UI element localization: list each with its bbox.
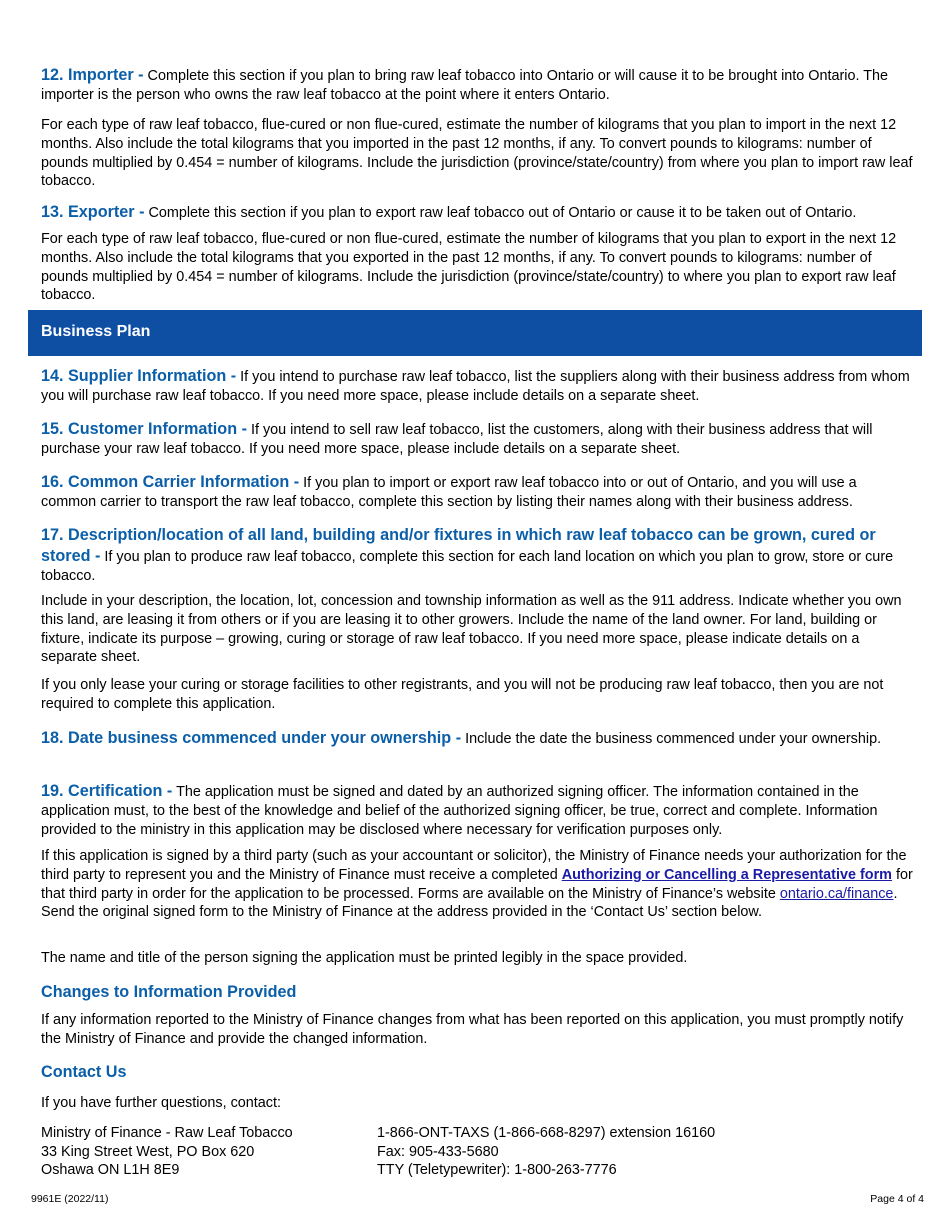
business-plan-banner (28, 310, 922, 356)
section-18-heading: 18. Date business commenced under your ownership - (41, 729, 462, 747)
section-14-heading: 14. Supplier Information - (41, 367, 237, 385)
contact-intro: If you have further questions, contact: (41, 1095, 281, 1111)
section-15-heading: 15. Customer Information - (41, 420, 247, 438)
changes-body: If any information reported to the Ministry of Finance changes from what has been reported on this application, you must promptly notify the Ministry of Finance and provide the changed information. (41, 1012, 904, 1047)
section-13-intro: Complete this section if you plan to export raw leaf tobacco out of Ontario or cause it to be taken out of Ontario. (144, 205, 857, 221)
section-17-heading: 17. Description/location of all land, building and/or fixtures in which raw leaf tobacco can be grown, cured or stored - (41, 526, 876, 565)
authorizing-form-link[interactable]: Authorizing or Cancelling a Representative form (561, 866, 892, 883)
section-17-body-2: If you only lease your curing or storage facilities to other registrants, and you will not be producing raw leaf tobacco, then you are not required to complete this application. (41, 677, 884, 712)
section-17-body-1: Include in your description, the location, lot, concession and township information as well as the 911 address. Indicate whether you own this land, are leasing it from others or if you are leasing it to other growers. Include the name of the land owner. For land, building or fixture, indicate its purpose – growing, curing or storage of raw leaf tobacco. If you need more space, please indicate details on a separate sheet. (41, 593, 902, 666)
section-18 (41, 729, 913, 749)
section-19-body-1a: If this application is signed by a third party (such as your accountant or solicitor), the Ministry of Finance needs your authorization for the third party to represent you and the Ministry of Finance must receive a completed (41, 848, 907, 883)
section-12-heading: 12. Importer - (41, 66, 144, 84)
ontario-finance-link[interactable]: ontario.ca/finance (779, 885, 894, 902)
section-15-intro: If you intend to sell raw leaf tobacco, list the customers, along with their business address that will purchase your raw leaf tobacco. If you need more space, please include details on a separate sheet. (41, 422, 873, 457)
section-16-intro: If you plan to import or export raw leaf tobacco into or out of Ontario, and you will use a common carrier to transport the raw leaf tobacco, complete this section by listing their names along with their business address. (41, 475, 857, 510)
section-19-body-1c: . Send the original signed form to the Ministry of Finance at the address provided in the ‘Contact Us’ section below. (41, 885, 898, 921)
section-12-intro: Complete this section if you plan to bring raw leaf tobacco into Ontario or will cause it to be brought into Ontario. The importer is the person who owns the raw leaf tobacco at the point where it enters Ontario. (41, 68, 889, 103)
section-14 (41, 367, 913, 406)
business-plan-title: Business Plan (41, 323, 151, 340)
section-19-body-1 (41, 847, 913, 922)
section-19-intro: The application must be signed and dated by an authorized signing officer. The information contained in the application must, to the best of the knowledge and belief of the authorized signing officer, be true, correct and complete. Information provided to the ministry in this application may be disclosed where necessary for verification purposes only. (41, 784, 878, 838)
section-19-body-1b: for that third party in order for the application to be processed. Forms are available on the Ministry of Finance’s website (41, 866, 913, 902)
section-13-body: For each type of raw leaf tobacco, flue-cured or non flue-cured, estimate the number of kilograms that you plan to export in the next 12 months. Also include the total kilograms that you exported in the past 12 months, if any. To convert pounds to kilograms: number of pounds multiplied by 0.454 = number of kilograms. Include the jurisdiction (province/state/country) to where you plan to export raw leaf tobacco. (41, 231, 897, 304)
contact-heading: Contact Us (41, 1063, 127, 1081)
form-id: 9961E (2022/11) (31, 1193, 109, 1205)
contact-phones (377, 1124, 715, 1180)
section-12-body: For each type of raw leaf tobacco, flue-cured or non flue-cured, estimate the number of kilograms that you plan to import in the next 12 months. Also include the total kilograms that you imported in the past 12 months, if any. To convert pounds to kilograms: number of pounds multiplied by 0.454 = number of kilograms. Include the jurisdiction (province/state/country) from where you plan to import raw leaf tobacco. (41, 117, 913, 190)
contact-address (41, 1124, 293, 1180)
section-15 (41, 420, 913, 459)
section-19-body-2: The name and title of the person signing the application must be printed legibly in the space provided. (41, 950, 688, 966)
page-number: Page 4 of 4 (870, 1193, 924, 1205)
section-16-heading: 16. Common Carrier Information - (41, 473, 300, 491)
section-13 (41, 203, 913, 223)
section-17-intro: If you plan to produce raw leaf tobacco, complete this section for each land location on which you plan to grow, store or cure tobacco. (41, 548, 894, 585)
section-19 (41, 782, 913, 839)
tty-line: TTY (Teletypewriter): 1-800-263-7776 (377, 1162, 617, 1179)
section-19-heading: 19. Certification - (41, 782, 173, 800)
address-line: Oshawa ON L1H 8E9 (41, 1162, 180, 1179)
phone-line: 1-866-ONT-TAXS (1-866-668-8297) extension 16160 (377, 1125, 716, 1141)
address-line: Ministry of Finance - Raw Leaf Tobacco (41, 1125, 293, 1141)
section-13-heading: 13. Exporter - (41, 203, 145, 221)
section-16 (41, 473, 913, 512)
section-12 (41, 66, 913, 105)
fax-line: Fax: 905-433-5680 (377, 1143, 499, 1160)
section-17 (41, 526, 913, 587)
section-18-intro: Include the date the business commenced under your ownership. (461, 731, 882, 747)
changes-heading: Changes to Information Provided (41, 983, 297, 1001)
section-14-intro: If you intend to purchase raw leaf tobacco, list the suppliers along with their business address from whom you will purchase raw leaf tobacco. If you need more space, please include details on a separate sheet. (41, 369, 910, 404)
address-line: 33 King Street West, PO Box 620 (41, 1143, 255, 1160)
